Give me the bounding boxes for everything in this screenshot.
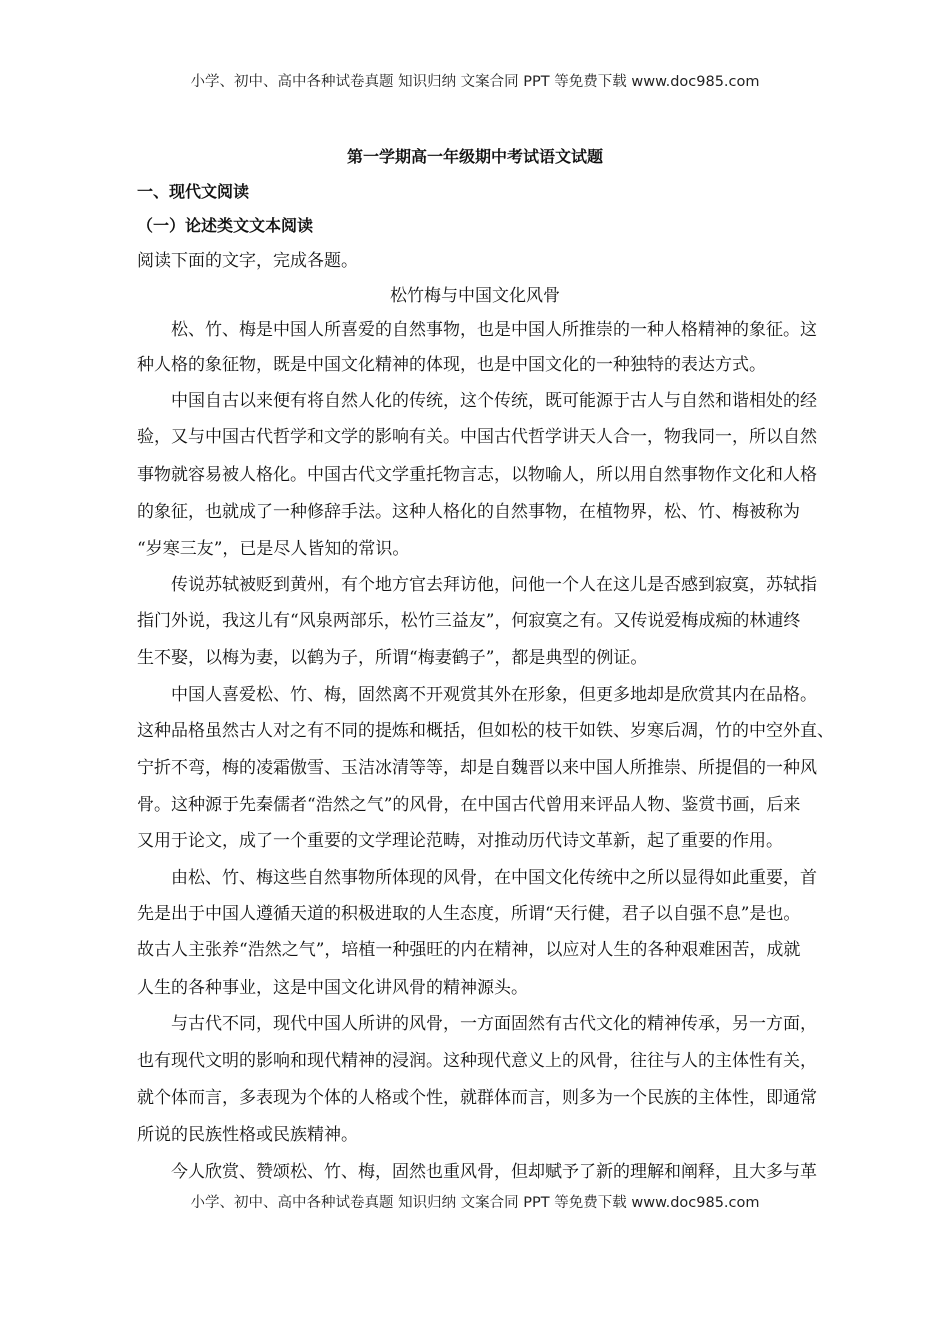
body-line: 先是出于中国人遵循天道的积极进取的人生态度，所谓“天行健，君子以自强不息”是也。	[137, 904, 801, 924]
body-line: 今人欣赏、赞颂松、竹、梅，固然也重风骨，但却赋予了新的理解和阐释，且大多与革	[137, 1162, 817, 1182]
section-heading: 一、现代文阅读	[137, 182, 250, 201]
body-line: 所说的民族性格或民族精神。	[137, 1125, 358, 1145]
body-line: 人生的各种事业，这是中国文化讲风骨的精神源头。	[137, 978, 528, 998]
instruction: 阅读下面的文字，完成各题。	[137, 251, 358, 271]
body-line: 指门外说，我这儿有“风泉两部乐，松竹三益友”，何寂寞之有。又传说爱梅成痴的林逋终	[137, 611, 801, 631]
body-line: 就个体而言，多表现为个体的人格或个性，就群体而言，则多为一个民族的主体性，即通常	[137, 1088, 817, 1108]
body-line: 这种品格虽然古人对之有不同的提炼和概括，但如松的枝干如铁、岁寒后凋，竹的中空外直、	[137, 721, 834, 741]
body-line: 生不娶，以梅为妻，以鹤为子，所谓“梅妻鹤子”，都是典型的例证。	[137, 648, 648, 668]
body-line: 中国自古以来便有将自然人化的传统，这个传统，既可能源于古人与自然和谐相处的经	[137, 391, 817, 411]
body-line: 中国人喜爱松、竹、梅，固然离不开观赏其外在形象，但更多地却是欣赏其内在品格。	[137, 685, 817, 705]
body-line: “岁寒三友”，已是尽人皆知的常识。	[137, 539, 410, 559]
article-title: 松竹梅与中国文化风骨	[390, 286, 560, 306]
body-line: 骨。这种源于先秦儒者“浩然之气”的风骨，在中国古代曾用来评品人物、鉴赏书画，后来	[137, 795, 801, 815]
body-line: 也有现代文明的影响和现代精神的浸润。这种现代意义上的风骨，往往与人的主体性有关，	[137, 1051, 817, 1071]
page-header: 小学、初中、高中各种试卷真题 知识归纳 文案合同 PPT 等免费下载 www.doc985.com	[190, 74, 760, 90]
body-line: 又用于论文，成了一个重要的文学理论范畴，对推动历代诗文革新，起了重要的作用。	[137, 831, 783, 851]
document-title: 第一学期高一年级期中考试语文试题	[346, 147, 603, 166]
subsection-heading: （一）论述类文文本阅读	[137, 216, 314, 235]
body-line: 由松、竹、梅这些自然事物所体现的风骨，在中国文化传统中之所以显得如此重要，首	[137, 868, 817, 888]
body-line: 传说苏轼被贬到黄州，有个地方官去拜访他，问他一个人在这儿是否感到寂寞，苏轼指	[137, 575, 817, 595]
page-footer: 小学、初中、高中各种试卷真题 知识归纳 文案合同 PPT 等免费下载 www.doc985.com	[190, 1195, 760, 1211]
body-line: 验，又与中国古代哲学和文学的影响有关。中国古代哲学讲天人合一，物我同一，所以自然	[137, 427, 817, 447]
body-line: 与古代不同，现代中国人所讲的风骨，一方面固然有古代文化的精神传承，另一方面，	[137, 1014, 817, 1034]
body-line: 松、竹、梅是中国人所喜爱的自然事物，也是中国人所推崇的一种人格精神的象征。这	[137, 320, 817, 340]
body-line: 种人格的象征物，既是中国文化精神的体现，也是中国文化的一种独特的表达方式。	[137, 355, 766, 375]
body-line: 的象征，也就成了一种修辞手法。这种人格化的自然事物，在植物界，松、竹、梅被称为	[137, 502, 800, 522]
body-line: 宁折不弯，梅的凌霜傲雪、玉洁冰清等等，却是自魏晋以来中国人所推崇、所提倡的一种风	[137, 758, 817, 778]
body-line: 事物就容易被人格化。中国古代文学重托物言志，以物喻人，所以用自然事物作文化和人格	[137, 465, 817, 485]
body-line: 故古人主张养“浩然之气”，培植一种强旺的内在精神，以应对人生的各种艰难困苦，成就	[137, 940, 801, 960]
